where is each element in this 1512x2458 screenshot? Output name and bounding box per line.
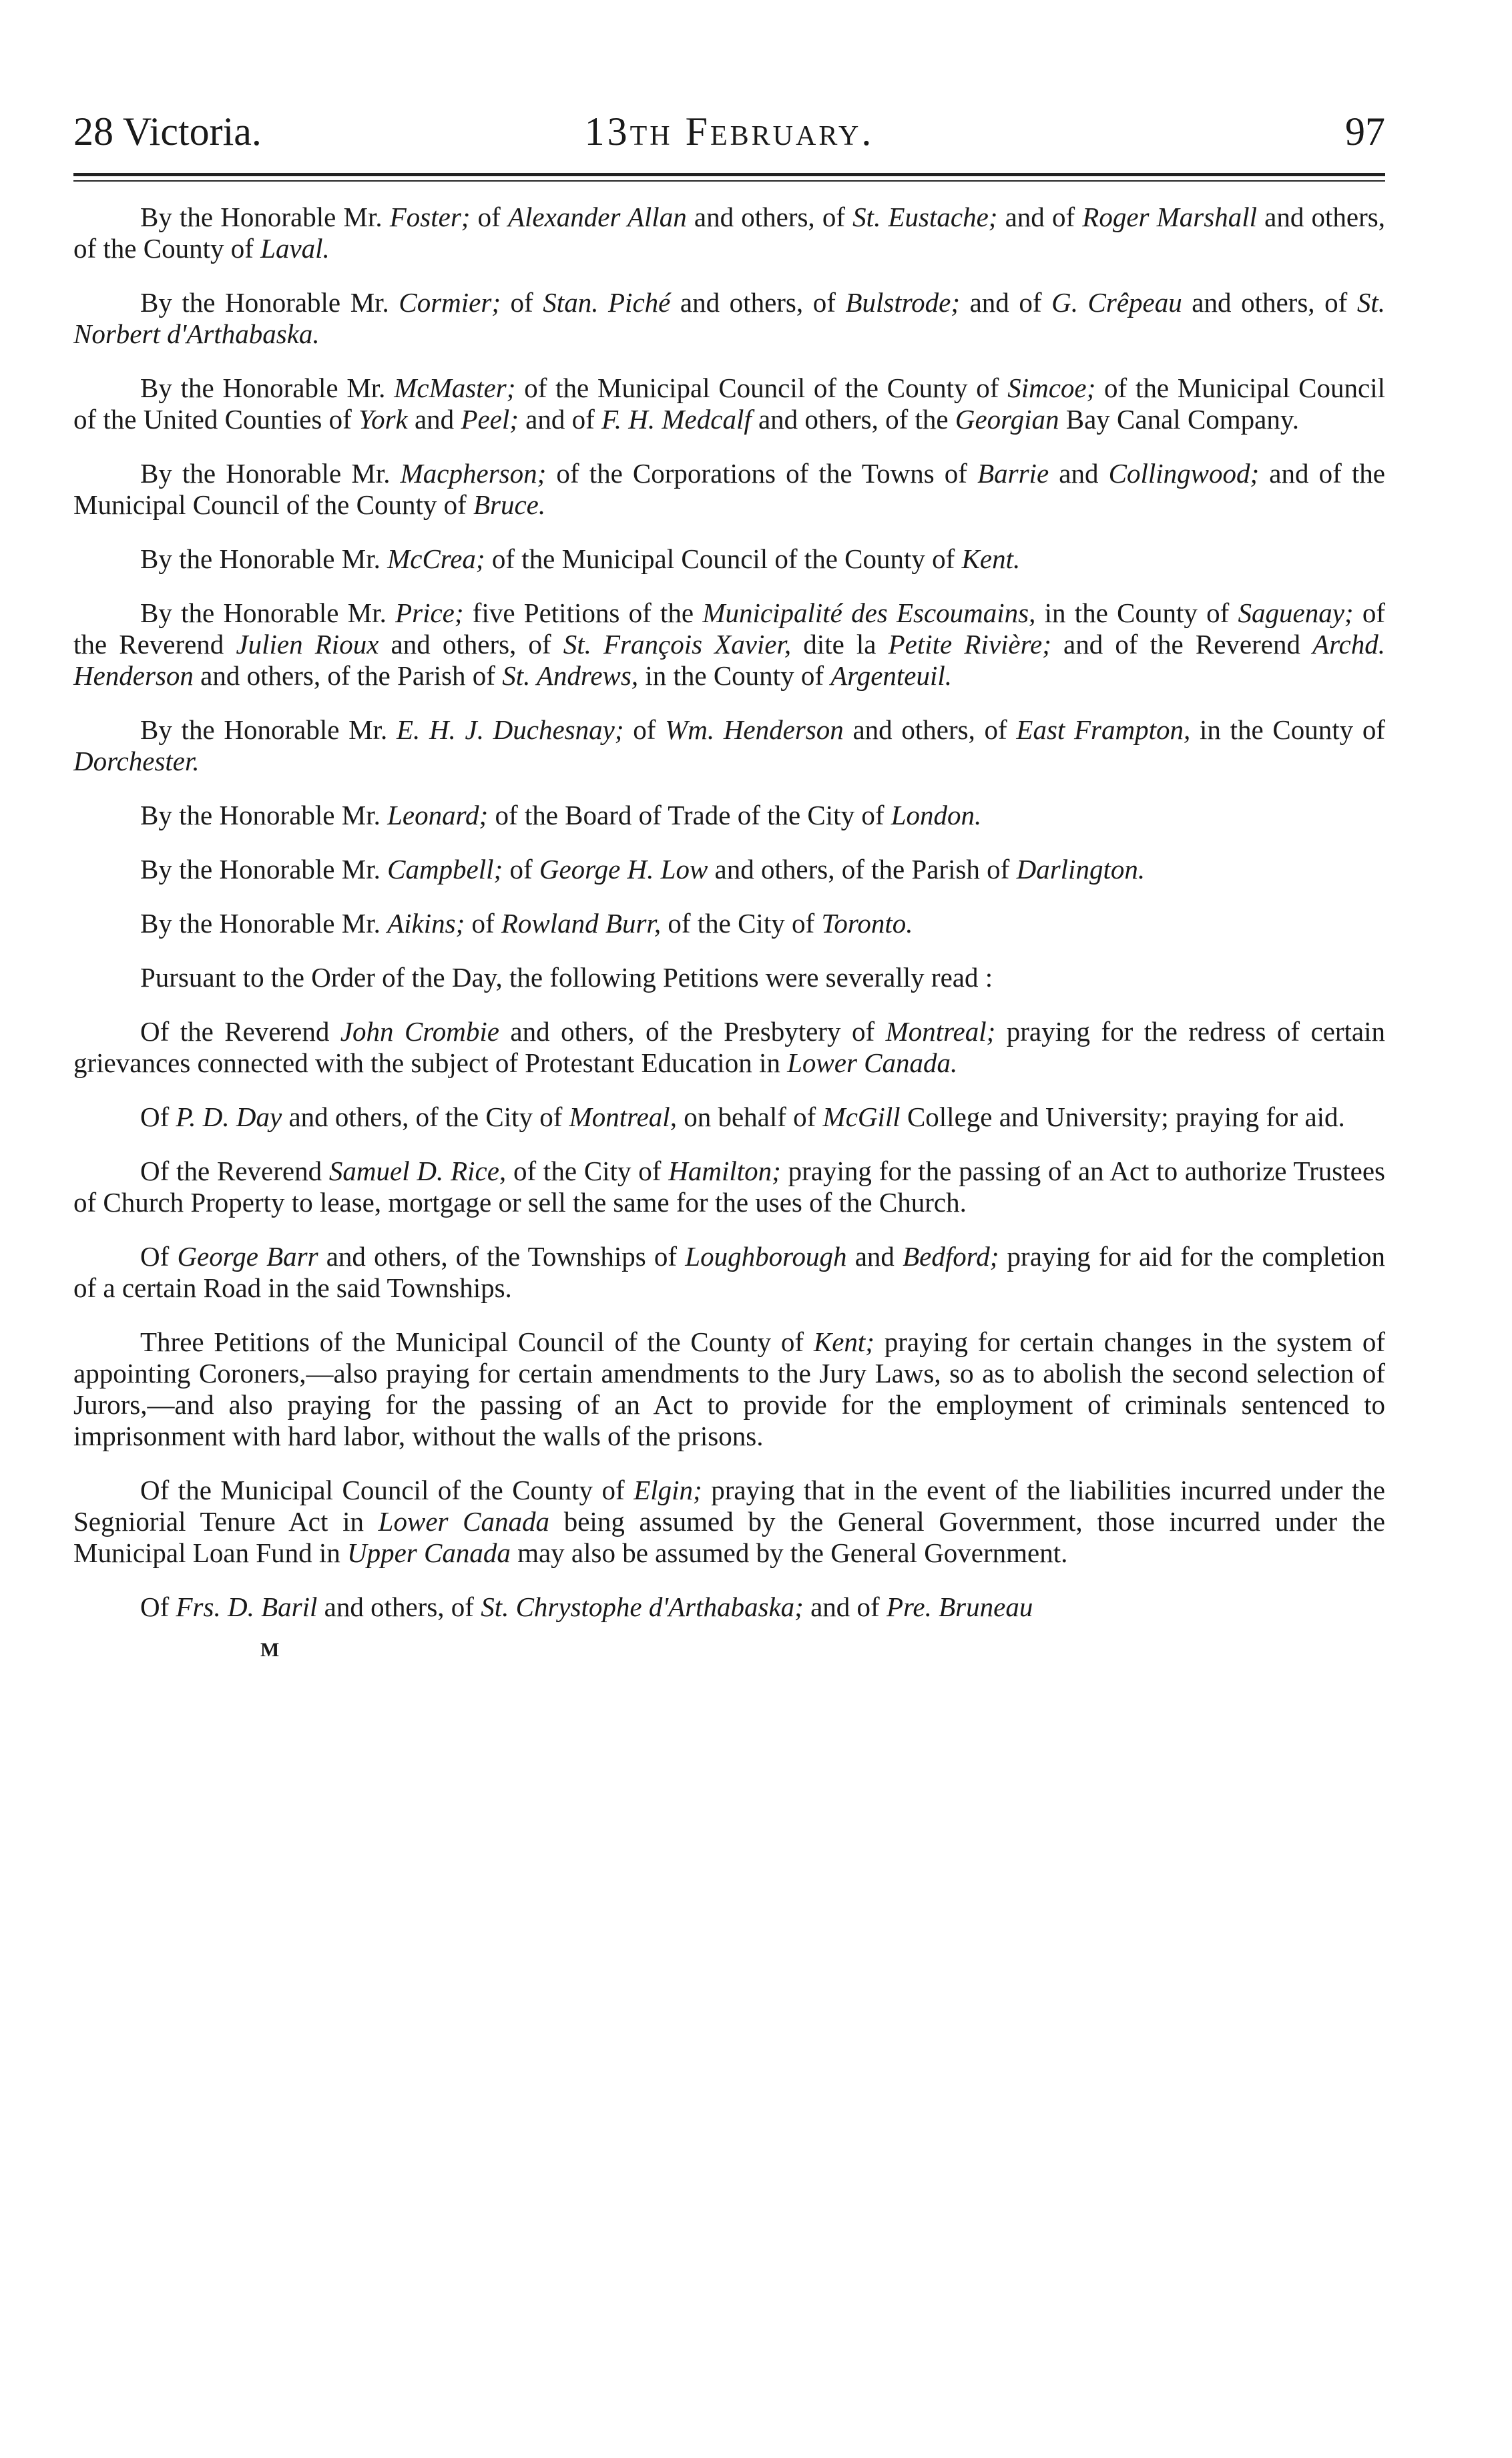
- text-run: of: [500, 287, 543, 318]
- italic-name: Macpherson;: [400, 458, 547, 489]
- italic-name: Montreal;: [885, 1016, 996, 1047]
- text-run: praying for aid for the completion of a certain Road in the said Townships.: [73, 1241, 1385, 1303]
- italic-name: Toronto.: [821, 908, 913, 939]
- italic-name: John Crombie: [340, 1016, 499, 1047]
- italic-name: Kent;: [813, 1326, 874, 1357]
- text-run: of: [465, 908, 501, 939]
- text-run: By the Honorable Mr.: [140, 908, 388, 939]
- text-run: Of the Reverend: [140, 1156, 329, 1186]
- italic-name: Aikins;: [387, 908, 465, 939]
- text-run: of the Municipal Council of the County of: [515, 373, 1008, 403]
- text-run: By the Honorable Mr.: [140, 458, 401, 489]
- page-number: 97: [1345, 109, 1385, 154]
- italic-name: G. Crêpeau: [1051, 287, 1182, 318]
- text-run: and of: [960, 287, 1052, 318]
- text-run: Of the Reverend: [140, 1016, 340, 1047]
- text-run: of the Municipal Council of the County of: [485, 543, 962, 574]
- text-run: and others, of: [1182, 287, 1357, 318]
- text-run: Of the Municipal Council of the County of: [140, 1475, 634, 1505]
- text-run: Of: [140, 1241, 178, 1272]
- italic-name: George H. Low: [539, 854, 708, 885]
- header-rule: [73, 173, 1385, 182]
- text-run: of the Board of Trade of the City of: [488, 800, 891, 830]
- header-session: 28 Victoria.: [73, 109, 262, 154]
- petition-paragraph: [73, 962, 1385, 993]
- italic-name: Barrie: [977, 458, 1049, 489]
- italic-name: McGill: [822, 1101, 901, 1132]
- text-run: and others, of: [379, 629, 563, 660]
- text-run: and others, of: [843, 714, 1017, 745]
- text-run: and others, of: [317, 1591, 481, 1622]
- text-run: in the County of: [1190, 714, 1385, 745]
- text-run: and others, of: [670, 287, 846, 318]
- text-run: and of: [803, 1591, 887, 1622]
- text-run: may also be assumed by the General Government.: [510, 1537, 1068, 1568]
- italic-name: London.: [891, 800, 982, 830]
- text-run: and others, of the: [751, 404, 955, 435]
- journal-page: [73, 100, 1385, 1662]
- petition-paragraph: [73, 1101, 1385, 1133]
- text-run: of the Municipal Council of the United Counties of: [73, 373, 1385, 435]
- text-run: praying for certain changes in the system of appointing Coroners,—also praying for certain amendments to the Jury Laws, so as to abolish the second selection of Jurors,—and also praying for the passing of an Act to provide for the employment of criminals sentenced to imprisonment with hard labor, without the walls of the prisons.: [73, 1326, 1385, 1451]
- text-run: College and University; praying for aid.: [900, 1101, 1345, 1132]
- italic-name: Municipalité des Escoumains,: [702, 597, 1036, 628]
- text-run: By the Honorable Mr.: [140, 854, 388, 885]
- italic-name: Bulstrode;: [845, 287, 961, 318]
- journal-body: [73, 202, 1385, 1623]
- italic-name: Collingwood;: [1108, 458, 1260, 489]
- italic-name: Hamilton;: [668, 1156, 781, 1186]
- italic-name: St. François Xavier,: [563, 629, 792, 660]
- petition-paragraph: [73, 458, 1385, 521]
- italic-name: Roger Marshall: [1082, 202, 1257, 232]
- petition-paragraph: [73, 1326, 1385, 1452]
- text-run: praying for the passing of an Act to authorize Trustees of Church Property to lease, mortgage or sell the same for the uses of the Church.: [73, 1156, 1385, 1218]
- petition-paragraph: [73, 714, 1385, 777]
- italic-name: Saguenay;: [1238, 597, 1354, 628]
- italic-name: Dorchester.: [73, 746, 200, 776]
- italic-name: Campbell;: [387, 854, 503, 885]
- italic-name: Alexander Allan: [507, 202, 687, 232]
- italic-name: Laval.: [260, 233, 330, 264]
- petition-paragraph: [73, 1016, 1385, 1079]
- italic-name: Julien Rioux: [236, 629, 379, 660]
- italic-name: E. H. J. Duchesnay;: [396, 714, 624, 745]
- text-run: and: [407, 404, 461, 435]
- italic-name: St. Eustache;: [852, 202, 998, 232]
- italic-name: Stan. Piché: [543, 287, 671, 318]
- text-run: and others, of the Townships of: [318, 1241, 686, 1272]
- petition-paragraph: [73, 1156, 1385, 1218]
- text-run: Three Petitions of the Municipal Council of the County of: [140, 1326, 814, 1357]
- text-run: Of: [140, 1591, 176, 1622]
- italic-name: Montreal,: [569, 1101, 677, 1132]
- italic-name: St. Chrystophe d'Arthabaska;: [481, 1591, 804, 1622]
- italic-name: Simcoe;: [1007, 373, 1096, 403]
- italic-name: Pre. Bruneau: [886, 1591, 1033, 1622]
- italic-name: McMaster;: [394, 373, 516, 403]
- italic-name: Samuel D. Rice,: [328, 1156, 507, 1186]
- text-run: and of the Municipal Council of the County of: [73, 458, 1386, 520]
- italic-name: Elgin;: [634, 1475, 702, 1505]
- italic-name: Archd. Henderson: [73, 629, 1386, 691]
- text-run: dite la: [791, 629, 889, 660]
- text-run: By the Honorable Mr.: [140, 543, 388, 574]
- petition-paragraph: [73, 1475, 1385, 1569]
- italic-name: Frs. D. Baril: [176, 1591, 318, 1622]
- italic-name: East Frampton,: [1016, 714, 1191, 745]
- text-run: By the Honorable Mr.: [140, 373, 395, 403]
- text-run: By the Honorable Mr.: [140, 202, 390, 232]
- text-run: and others, of the Presbytery of: [499, 1016, 886, 1047]
- italic-name: Kent.: [961, 543, 1021, 574]
- text-run: of the Reverend: [73, 597, 1385, 660]
- text-run: By the Honorable Mr.: [140, 714, 397, 745]
- text-run: Of: [140, 1101, 176, 1132]
- text-run: and others, of the County of: [73, 202, 1385, 264]
- petition-paragraph: [73, 543, 1385, 575]
- text-run: of the Corporations of the Towns of: [546, 458, 978, 489]
- text-run: on behalf of: [676, 1101, 823, 1132]
- petition-paragraph: [73, 908, 1385, 939]
- text-run: praying that in the event of the liabilities incurred under the Segniorial Tenure Act in: [73, 1475, 1385, 1537]
- text-run: and: [846, 1241, 903, 1272]
- italic-name: Darlington.: [1016, 854, 1146, 885]
- text-run: Bay Canal Company.: [1059, 404, 1299, 435]
- text-run: and others, of the City of: [282, 1101, 569, 1132]
- petition-paragraph: [73, 373, 1385, 435]
- italic-name: Argenteuil.: [830, 660, 953, 691]
- text-run: of: [623, 714, 666, 745]
- text-run: of: [470, 202, 508, 232]
- petition-paragraph: [73, 1241, 1385, 1304]
- italic-name: McCrea;: [387, 543, 485, 574]
- italic-name: P. D. Day: [176, 1101, 282, 1132]
- italic-name: Georgian: [955, 404, 1059, 435]
- petition-paragraph: [73, 597, 1385, 692]
- text-run: of the City of: [661, 908, 822, 939]
- text-run: in the County of: [1035, 597, 1238, 628]
- running-header: [73, 100, 1385, 164]
- italic-name: F. H. Medcalf: [601, 404, 752, 435]
- italic-name: St. Norbert d'Arthabaska.: [73, 287, 1385, 349]
- italic-name: Rowland Burr,: [501, 908, 662, 939]
- text-run: By the Honorable Mr.: [140, 597, 396, 628]
- italic-name: Wm. Henderson: [665, 714, 844, 745]
- text-run: and others, of the Parish of: [708, 854, 1017, 885]
- italic-name: Cormier;: [399, 287, 501, 318]
- text-run: By the Honorable Mr.: [140, 800, 388, 830]
- text-run: praying for the redress of certain grievances connected with the subject of Protestant Education in: [73, 1016, 1385, 1078]
- italic-name: Bedford;: [903, 1241, 999, 1272]
- petition-paragraph: [73, 854, 1385, 885]
- text-run: and others, of the Parish of: [193, 660, 503, 691]
- text-run: and of: [997, 202, 1083, 232]
- text-run: in the County of: [638, 660, 831, 691]
- italic-name: Bruce.: [473, 489, 546, 520]
- italic-name: Leonard;: [387, 800, 489, 830]
- italic-name: Loughborough: [685, 1241, 847, 1272]
- signature-mark: M: [260, 1639, 281, 1661]
- italic-name: St. Andrews,: [502, 660, 639, 691]
- text-run: By the Honorable Mr.: [140, 287, 399, 318]
- italic-name: Petite Rivière;: [888, 629, 1051, 660]
- text-run: five Petitions of the: [463, 597, 703, 628]
- italic-name: Upper Canada: [346, 1537, 511, 1568]
- petition-paragraph: [73, 800, 1385, 831]
- text-run: of the City of: [506, 1156, 669, 1186]
- text-run: and others, of: [686, 202, 853, 232]
- petition-paragraph: [73, 287, 1385, 350]
- italic-name: Lower Canada.: [787, 1047, 958, 1078]
- petition-paragraph: [73, 202, 1385, 264]
- italic-name: Foster;: [389, 202, 471, 232]
- italic-name: Lower Canada: [378, 1506, 550, 1537]
- header-date: 13th February.: [584, 109, 874, 154]
- text-run: being assumed by the General Government, those incurred under the Municipal Loan Fund in: [73, 1506, 1385, 1568]
- text-run: and of: [518, 404, 602, 435]
- italic-name: George Barr: [177, 1241, 318, 1272]
- italic-name: Price;: [395, 597, 464, 628]
- text-run: of: [503, 854, 539, 885]
- italic-name: Peel;: [461, 404, 519, 435]
- text-run: and of the Reverend: [1051, 629, 1313, 660]
- text-run: and: [1049, 458, 1109, 489]
- italic-name: York: [358, 404, 408, 435]
- text-run: Pursuant to the Order of the Day, the following Petitions were severally read :: [140, 962, 993, 993]
- petition-paragraph: [73, 1591, 1385, 1623]
